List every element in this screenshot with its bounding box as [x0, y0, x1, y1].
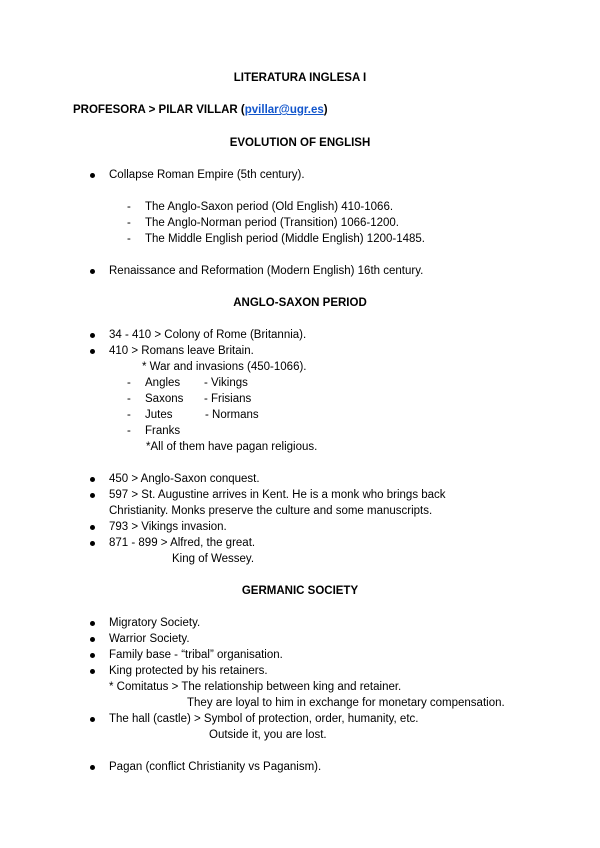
note-text: *All of them have pagan religious. [146, 441, 318, 453]
dash-icon: - [127, 233, 131, 245]
bullet-icon [90, 477, 95, 482]
bullet-icon [90, 525, 95, 530]
heading-anglo-saxon: ANGLO-SAXON PERIOD [233, 297, 367, 309]
list-item-text: Migratory Society. [109, 617, 201, 629]
people-right: - Vikings [204, 377, 248, 389]
bullet-icon [90, 269, 95, 274]
list-item-continuation: King of Wessey. [172, 553, 255, 565]
note-text: * Comitatus > The relationship between king and retainer. [109, 681, 402, 693]
list-item [109, 327, 306, 343]
dash-item [127, 215, 399, 231]
people-item [127, 423, 181, 439]
dash-icon: - [127, 377, 131, 389]
bullet-icon [90, 669, 95, 674]
list-item-text: 34 - 410 > Colony of Rome (Britannia). [109, 329, 307, 341]
people-left: Franks [145, 425, 181, 437]
list-item-text: 597 > St. Augustine arrives in Kent. He is a monk who brings back [109, 489, 446, 501]
document-title: LITERATURA INGLESA I [233, 72, 367, 84]
list-item [109, 759, 321, 775]
people-right: - Frisians [204, 393, 252, 405]
list-item [109, 263, 423, 279]
list-item-text: 450 > Anglo-Saxon conquest. [109, 473, 260, 485]
list-item [109, 167, 305, 183]
dash-icon: - [127, 425, 131, 437]
bullet-icon [90, 333, 95, 338]
list-item [109, 663, 268, 679]
dash-item [127, 231, 425, 247]
bullet-icon [90, 173, 95, 178]
note-text: Outside it, you are lost. [209, 729, 327, 741]
note-text: They are loyal to him in exchange for monetary compensation. [187, 697, 505, 709]
bullet-icon [90, 493, 95, 498]
people-left: Angles [145, 377, 181, 389]
list-item [109, 519, 227, 535]
heading-germanic: GERMANIC SOCIETY [241, 585, 359, 597]
bullet-icon [90, 717, 95, 722]
professor-line [73, 102, 328, 118]
professor-label: PROFESORA > PILAR VILLAR ( [73, 104, 245, 116]
dash-icon: - [127, 393, 131, 405]
dash-icon: - [127, 217, 131, 229]
bullet-icon [90, 621, 95, 626]
people-right: - Normans [205, 409, 259, 421]
bullet-icon [90, 349, 95, 354]
list-item [109, 711, 418, 727]
list-item-text: Warrior Society. [109, 633, 190, 645]
list-item [109, 343, 254, 359]
list-item-text: Collapse Roman Empire (5th century). [109, 169, 305, 181]
people-item [127, 375, 181, 391]
list-item [109, 487, 446, 503]
list-item [109, 615, 200, 631]
people-left: Saxons [145, 393, 184, 405]
list-item [109, 631, 190, 647]
list-item-text: 410 > Romans leave Britain. [109, 345, 254, 357]
dash-item-text: The Anglo-Norman period (Transition) 1066-1200. [145, 217, 399, 229]
people-item [127, 391, 184, 407]
people-item [127, 407, 173, 423]
list-item-text: 871 - 899 > Alfred, the great. [109, 537, 256, 549]
professor-suffix: ) [323, 104, 328, 116]
list-item [109, 471, 260, 487]
list-item [109, 535, 255, 551]
dash-item [127, 199, 394, 215]
email-link[interactable]: pvillar@ugr.es [244, 104, 324, 116]
note-text: * War and invasions (450-1066). [142, 361, 307, 373]
list-item-continuation: Christianity. Monks preserve the culture and some manuscripts. [109, 505, 433, 517]
people-left: Jutes [145, 409, 173, 421]
bullet-icon [90, 653, 95, 658]
heading-evolution: EVOLUTION OF ENGLISH [229, 137, 371, 149]
list-item-text: King protected by his retainers. [109, 665, 268, 677]
dash-item-text: The Anglo-Saxon period (Old English) 410-1066. [145, 201, 394, 213]
dash-icon: - [127, 409, 131, 421]
bullet-icon [90, 541, 95, 546]
list-item-text: The hall (castle) > Symbol of protection, order, humanity, etc. [109, 713, 419, 725]
list-item [109, 647, 283, 663]
list-item-text: 793 > Vikings invasion. [109, 521, 227, 533]
dash-icon: - [127, 201, 131, 213]
list-item-text: Pagan (conflict Christianity vs Paganism). [109, 761, 322, 773]
bullet-icon [90, 765, 95, 770]
list-item-text: Renaissance and Reformation (Modern English) 16th century. [109, 265, 424, 277]
list-item-text: Family base - “tribal” organisation. [109, 649, 283, 661]
bullet-icon [90, 637, 95, 642]
dash-item-text: The Middle English period (Middle English) 1200-1485. [145, 233, 425, 245]
